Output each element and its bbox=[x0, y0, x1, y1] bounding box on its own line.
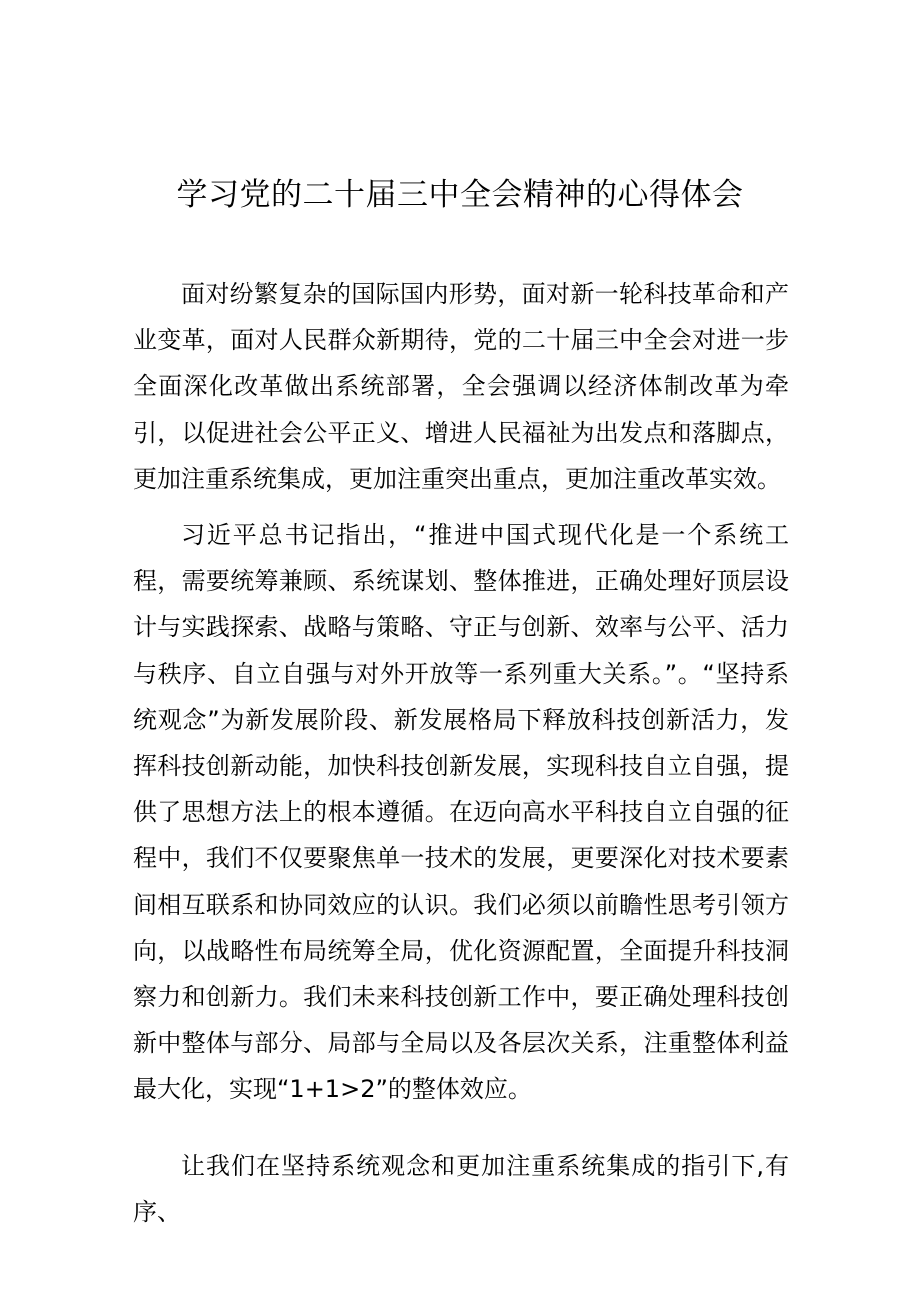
body-paragraph-1: 面对纷繁复杂的国际国内形势，面对新一轮科技革命和产业变革，面对人民群众新期待，党的二十届三中全会对进一步全面深化改革做出系统部署，全会强调以经济体制改革为牵引，以促进社会公平正义、增进人民福祉为出发点和落脚点，更加注重系统集成，更加注重突出重点，更加注重改革实效。 bbox=[133, 280, 789, 493]
body-paragraph-2: 习近平总书记指出，“推进中国式现代化是一个系统工程，需要统筹兼顾、系统谋划、整体推进，正确处理好顶层设计与实践探索、战略与策略、守正与创新、效率与公平、活力与秩序、自立自强与对外开放等一系列重大关系。”。“坚持系统观念”为新发展阶段、新发展格局下释放科技创新活力，发挥科技创新动能，加快科技创新发展，实现科技自立自强，提供了思想方法上的根本遵循。在迈向高水平科技自立自强的征程中，我们不仅要聚焦单一技术的发展，更要深化对技术要素间相互联系和协同效应的认识。我们必须以前瞻性思考引领方向，以战略性布局统筹全局，优化资源配置，全面提升科技洞察力和创新力。我们未来科技创新工作中，要正确处理科技创新中整体与部分、局部与全局以及各层次关系，注重整体利益最大化，实现“1+1>2”的整体效应。 bbox=[133, 521, 789, 1104]
body-paragraph-3: 让我们在坚持系统观念和更加注重系统集成的指引下,有序、 bbox=[133, 1152, 789, 1227]
document-title: 学习党的二十届三中全会精神的心得体会 bbox=[176, 177, 744, 213]
